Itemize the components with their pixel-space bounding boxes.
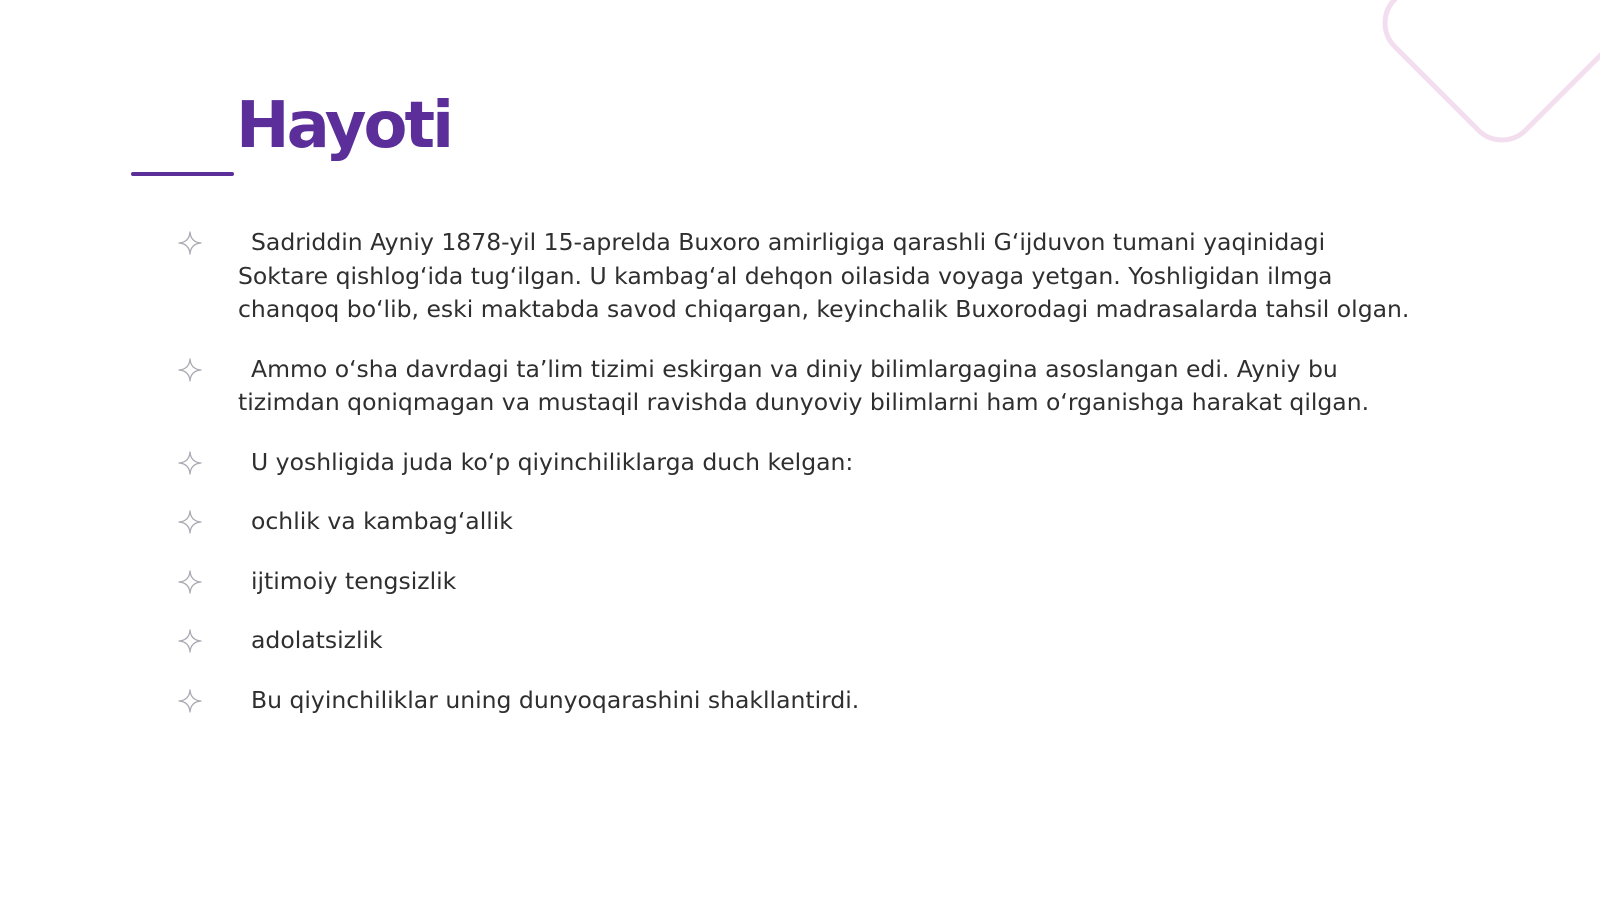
- four-point-star-icon: [178, 231, 202, 255]
- four-point-star-icon: [178, 510, 202, 534]
- four-point-star-icon: [178, 689, 202, 713]
- bullet-list: [178, 226, 1418, 743]
- bullet-item: [178, 565, 1418, 599]
- bullet-text: U yoshligida juda ko‘p qiyinchiliklarga duch kelgan:: [251, 447, 854, 476]
- bullet-item: [178, 226, 1418, 327]
- bullet-text: Bu qiyinchiliklar uning dunyoqarashini shakllantirdi.: [251, 685, 860, 714]
- bullet-item: [178, 684, 1418, 718]
- bullet-item: [178, 353, 1418, 420]
- four-point-star-icon: [178, 451, 202, 475]
- bullet-text: Sadriddin Ayniy 1878-yil 15-aprelda Buxoro amirligiga qarashli G‘ijduvon tumani yaqinidagi Soktare qishlog‘ida tug‘ilgan. U kambag‘al dehqon oilasida voyaga yetgan. Yoshligidan ilmga chanqoq bo‘lib, eski maktabda savod chiqargan, keyinchalik Buxorodagi madrasalarda tahsil olgan.: [238, 228, 1410, 323]
- slide-title: Hayoti: [236, 89, 451, 163]
- bullet-text: adolatsizlik: [251, 626, 383, 654]
- corner-decoration: [1368, 0, 1600, 157]
- bullet-item: [178, 446, 1418, 480]
- bullet-item: [178, 505, 1418, 539]
- four-point-star-icon: [178, 629, 202, 653]
- title-underline: [131, 172, 234, 176]
- bullet-text: ijtimoiy tengsizlik: [251, 566, 457, 595]
- four-point-star-icon: [178, 570, 202, 594]
- bullet-text: Ammo o‘sha davrdagi ta’lim tizimi eskirgan va diniy bilimlargagina asoslangan edi. Ayniy bu tizimdan qoniqmagan va mustaqil ravishda dunyoviy bilimlarni ham o‘rganishga harakat qilgan.: [238, 354, 1370, 416]
- bullet-item: [178, 624, 1418, 658]
- four-point-star-icon: [178, 358, 202, 382]
- bullet-text: ochlik va kambag‘allik: [251, 507, 513, 535]
